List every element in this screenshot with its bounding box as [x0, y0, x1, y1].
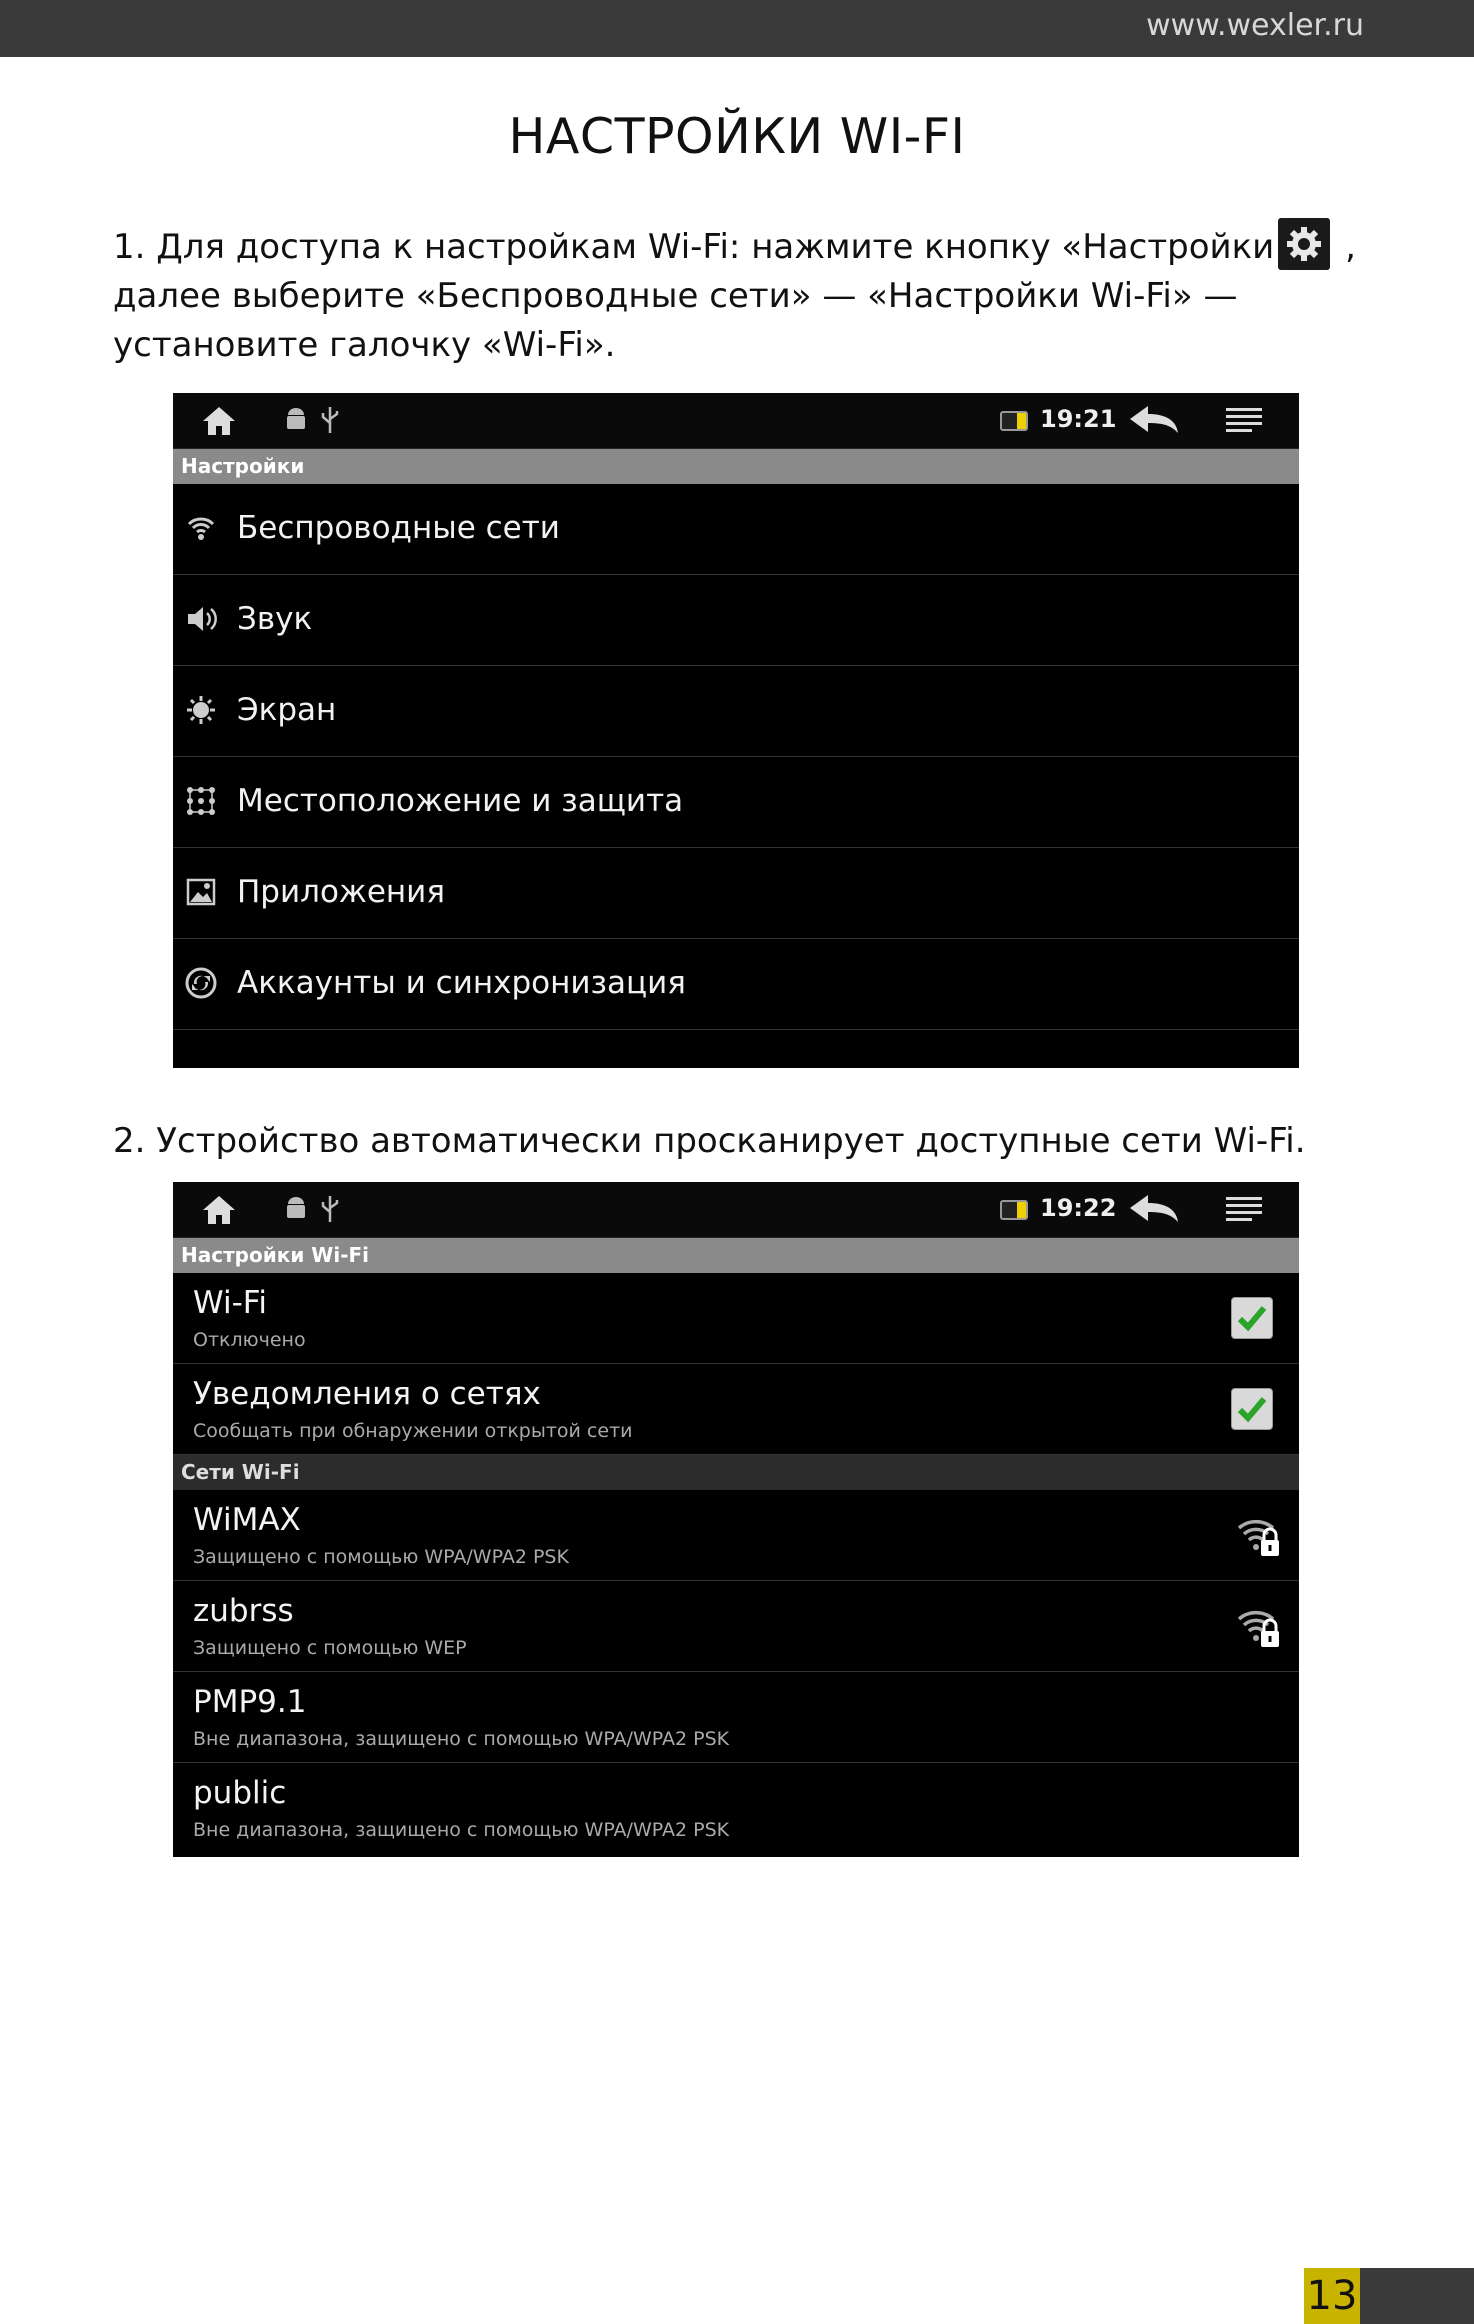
settings-header: Настройки [173, 449, 1299, 484]
back-icon[interactable] [1128, 1192, 1180, 1226]
pref-title: Wi-Fi [193, 1285, 267, 1321]
site-url: www.wexler.ru [1146, 8, 1364, 43]
pref-title: Уведомления о сетях [193, 1376, 541, 1412]
menu-item-label: Экран [237, 692, 337, 728]
wifi-checkbox[interactable] [1231, 1297, 1273, 1339]
secured-signal-icon [1235, 1605, 1281, 1649]
page-number-bar [1360, 2268, 1474, 2324]
settings-gear-icon [1278, 218, 1330, 270]
wifi-toggle-row[interactable] [173, 1273, 1299, 1364]
secured-signal-icon [1235, 1514, 1281, 1558]
menu-item-label: Местоположение и защита [237, 783, 684, 819]
status-bar [173, 1182, 1299, 1238]
step-1-text-before: 1. Для доступа к настройкам Wi-Fi: нажмите кнопку «Настройки [113, 227, 1275, 267]
page-number: 13 [1304, 2268, 1360, 2324]
menu-item-wireless[interactable] [173, 484, 1299, 575]
android-debug-icon [283, 407, 309, 433]
step-2-text: 2. Устройство автоматически просканирует доступные сети Wi-Fi. [113, 1121, 1306, 1161]
menu-item-label: Звук [237, 601, 313, 637]
battery-icon [1000, 1200, 1028, 1220]
speaker-icon [185, 603, 217, 635]
pref-summary: Сообщать при обнаружении открытой сети [193, 1420, 633, 1442]
status-time: 19:21 [1040, 405, 1117, 433]
lock-pattern-icon [185, 785, 217, 817]
menu-item-display[interactable] [173, 666, 1299, 757]
usb-icon [319, 1194, 341, 1224]
menu-item-label: Аккаунты и синхронизация [237, 965, 686, 1001]
android-debug-icon [283, 1196, 309, 1222]
network-notify-row[interactable] [173, 1364, 1299, 1455]
menu-item-location-security[interactable] [173, 757, 1299, 848]
wifi-icon [185, 512, 217, 544]
sync-icon [185, 967, 217, 999]
network-item-public[interactable] [173, 1763, 1299, 1854]
battery-icon [1000, 411, 1028, 431]
network-name: PMP9.1 [193, 1684, 307, 1720]
status-bar [173, 393, 1299, 449]
status-time: 19:22 [1040, 1194, 1117, 1222]
menu-item-accounts-sync[interactable] [173, 939, 1299, 1030]
home-icon[interactable] [201, 405, 237, 437]
top-bar [0, 0, 1474, 57]
network-name: WiMAX [193, 1502, 301, 1538]
network-item-wimax[interactable] [173, 1490, 1299, 1581]
step-1-text [113, 218, 1383, 370]
network-summary: Вне диапазона, защищено с помощью WPA/WPA2 PSK [193, 1728, 730, 1750]
menu-icon[interactable] [1226, 406, 1262, 436]
menu-item-applications[interactable] [173, 848, 1299, 939]
network-summary: Вне диапазона, защищено с помощью WPA/WPA2 PSK [193, 1819, 730, 1841]
network-summary: Защищено с помощью WPA/WPA2 PSK [193, 1546, 569, 1568]
apps-icon [185, 876, 217, 908]
menu-item-label: Беспроводные сети [237, 510, 560, 546]
back-icon[interactable] [1128, 403, 1180, 437]
network-summary: Защищено с помощью WEP [193, 1637, 467, 1659]
wifi-settings-screenshot [173, 1182, 1299, 1857]
home-icon[interactable] [201, 1194, 237, 1226]
pref-summary: Отключено [193, 1329, 306, 1351]
settings-screenshot [173, 393, 1299, 1068]
brightness-icon [185, 694, 217, 726]
menu-item-label: Приложения [237, 874, 445, 910]
network-name: public [193, 1775, 287, 1811]
network-item-zubrss[interactable] [173, 1581, 1299, 1672]
usb-icon [319, 405, 341, 435]
wifi-networks-header: Сети Wi-Fi [173, 1455, 1299, 1490]
page-title: НАСТРОЙКИ WI-FI [508, 108, 966, 165]
menu-item-sound[interactable] [173, 575, 1299, 666]
network-name: zubrss [193, 1593, 294, 1629]
wifi-settings-header: Настройки Wi-Fi [173, 1238, 1299, 1273]
menu-icon[interactable] [1226, 1195, 1262, 1225]
network-notify-checkbox[interactable] [1231, 1388, 1273, 1430]
network-item-pmp91[interactable] [173, 1672, 1299, 1763]
step-1-text-after: , далее выберите «Беспроводные сети» — «Настройки Wi-Fi» — установите галочку «Wi-Fi». [113, 227, 1356, 365]
